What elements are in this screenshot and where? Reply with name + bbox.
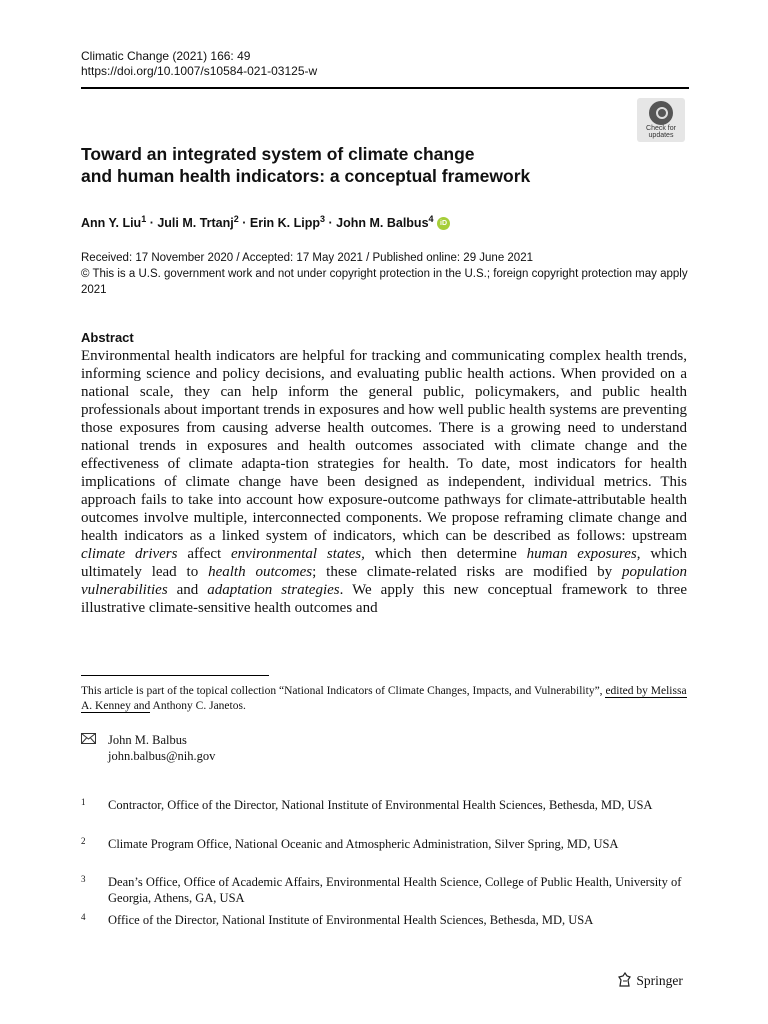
check-updates-icon: [649, 101, 673, 125]
date-line: Received: 17 November 2020 / Accepted: 17 May 2021 / Published online: 29 June 2021: [81, 252, 533, 264]
springer-horse-icon: [617, 972, 633, 988]
author-name[interactable]: Juli M. Trtanj: [157, 216, 234, 231]
article-title: Toward an integrated system of climate change and human health indicators: a conceptual framework: [81, 144, 531, 186]
publisher-logo: [617, 972, 683, 990]
publication-dates: [81, 250, 691, 298]
abstract-heading: Abstract: [81, 330, 134, 345]
footnote-rule: [81, 675, 269, 676]
journal-citation: Climatic Change (2021) 166: 49: [81, 49, 251, 63]
author-name[interactable]: Erin K. Lipp: [249, 216, 321, 231]
abstract-text: Environmental health indicators are helpful for tracking and communicating complex health trends, informing science and policy decisions, and evaluating public health actions. When provided on a national scale, they can help inform the general public, policymakers, and public health professionals about important trends in exposures and how well public health systems are preventing those exposures from causing adverse health outcomes. There is a growing need to understand national trends in exposures and health outcomes associated with climate change and the effectiveness of climate adapta-tion strategies for health. To date, most indicators for health implications of climate change have been designed as independent, individual metrics. This approach fails to take into account how exposure-outcome pathways for climate-attributable health outcomes involve multiple, interconnected components. We propose reframing climate change and health indicators as a linked system of indicators, which can be described as follows: upstream climate drivers affect environmental states, which then determine human exposures, which ultimately lead to health outcomes; these climate-related risks are modified by population vulnerabilities and adaptation strategies. We apply this new conceptual framework to three illustrative climate-sensitive health outcomes and: [81, 348, 687, 616]
collection-link[interactable]: edited by Melissa A. Kenney and: [81, 685, 687, 712]
corresponding-name: John M. Balbus: [108, 733, 187, 747]
envelope-icon: [81, 733, 96, 744]
header-rule: [81, 87, 689, 89]
copyright-notice: © This is a U.S. government work and not under copyright protection in the U.S.; foreign copyright protection may apply 2021: [81, 268, 688, 296]
doi-link[interactable]: https://doi.org/10.1007/s10584-021-03125-w: [81, 64, 318, 78]
author-name[interactable]: John M. Balbus: [336, 216, 429, 231]
author-name[interactable]: Ann Y. Liu: [81, 216, 142, 231]
check-for-updates-badge[interactable]: Check for updates: [637, 98, 685, 142]
collection-note: This article is part of the topical collection “National Indicators of Climate Changes, Impacts, and Vulnerability”, edited by Melissa A. Kenney and Anthony C. Janetos.: [81, 685, 687, 712]
journal-header: [81, 49, 317, 79]
publisher-name: Springer: [636, 973, 683, 988]
corresponding-email[interactable]: john.balbus@nih.gov: [108, 749, 216, 763]
orcid-icon[interactable]: iD: [437, 217, 450, 230]
author-list: Ann Y. Liu$^1$ · Juli M. Trtanj$^2$ · Erin K. Lipp$^3$ · John M. Balbus$^4$ iD: [81, 214, 450, 230]
